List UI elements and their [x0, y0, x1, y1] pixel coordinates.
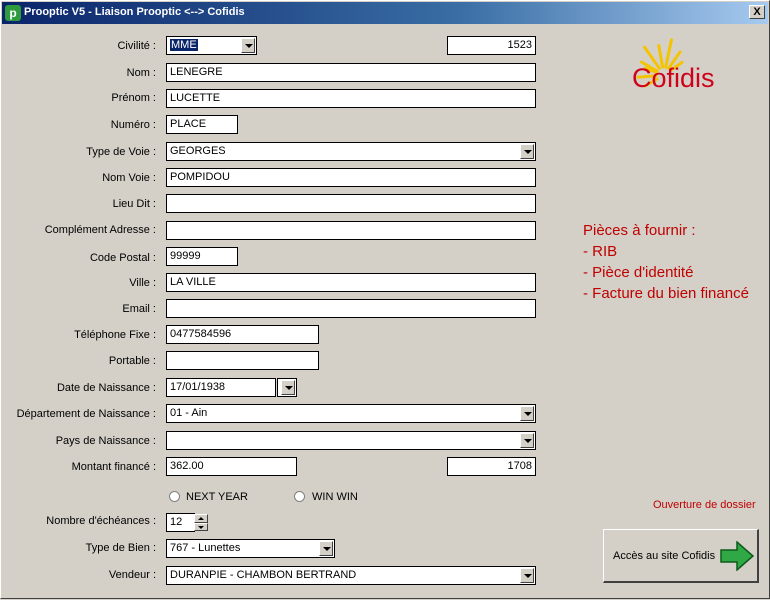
spin-up-icon[interactable]	[194, 514, 208, 523]
echeances-spinner[interactable]	[194, 514, 208, 531]
dept-naissance-value: 01 - Ain	[170, 407, 208, 419]
next-year-label: NEXT YEAR	[186, 491, 248, 503]
acces-cofidis-button[interactable]	[603, 529, 759, 583]
numero-label: Numéro :	[110, 119, 156, 131]
chevron-down-icon[interactable]	[520, 568, 534, 583]
tel-fixe-label: Téléphone Fixe :	[74, 329, 156, 341]
type-bien-select[interactable]	[166, 539, 335, 558]
prenom-input[interactable]: LUCETTE	[166, 89, 536, 108]
close-button[interactable]: X	[749, 5, 765, 19]
vendeur-select[interactable]	[166, 566, 536, 585]
chevron-down-icon[interactable]	[319, 541, 333, 556]
civilite-select[interactable]	[166, 36, 257, 55]
chevron-down-icon[interactable]	[241, 38, 255, 53]
spin-down-icon[interactable]	[194, 523, 208, 531]
lieu-dit-label: Lieu Dit :	[112, 198, 156, 210]
type-voie-select[interactable]	[166, 142, 536, 161]
pieces-item: - Pièce d'identité	[583, 264, 694, 281]
civilite-label: Civilité :	[117, 40, 156, 52]
type-voie-value: GEORGES	[170, 145, 226, 157]
echeances-input[interactable]: 12	[166, 513, 195, 532]
calendar-dropdown-icon[interactable]	[281, 380, 295, 395]
numero-input[interactable]: PLACE	[166, 115, 238, 134]
arrow-right-icon	[720, 541, 754, 571]
montant-input[interactable]: 362.00	[166, 457, 297, 476]
type-voie-label: Type de Voie :	[86, 146, 156, 158]
tel-fixe-input[interactable]: 0477584596	[166, 325, 319, 344]
montant-label: Montant financé :	[71, 461, 156, 473]
dept-naissance-label: Département de Naissance :	[16, 408, 156, 420]
ville-input[interactable]: LA VILLE	[166, 273, 536, 292]
date-naissance-input[interactable]: 17/01/1938	[166, 378, 276, 397]
labels-column	[1, 1, 156, 600]
dept-naissance-select[interactable]	[166, 404, 536, 423]
next-year-radio[interactable]	[169, 491, 180, 502]
email-input[interactable]	[166, 299, 536, 318]
cofidis-logo-text: Cofidis	[632, 63, 715, 93]
chevron-down-icon[interactable]	[520, 144, 534, 159]
email-label: Email :	[122, 303, 156, 315]
type-bien-value: 767 - Lunettes	[170, 542, 241, 554]
nom-voie-label: Nom Voie :	[102, 172, 156, 184]
pieces-item: - Facture du bien financé	[583, 285, 749, 302]
app-icon: p	[5, 5, 21, 21]
code-postal-label: Code Postal :	[89, 252, 156, 264]
pays-naissance-label: Pays de Naissance :	[55, 435, 156, 447]
acces-cofidis-label: Accès au site Cofidis	[613, 550, 716, 562]
chevron-down-icon[interactable]	[520, 433, 534, 448]
date-picker-button[interactable]	[277, 378, 297, 397]
ouverture-dossier-label: Ouverture de dossier	[653, 499, 756, 511]
win-win-label: WIN WIN	[312, 491, 358, 503]
vendeur-value: DURANPIE - CHAMBON BERTRAND	[170, 569, 357, 581]
nom-input[interactable]: LENEGRE	[166, 63, 536, 82]
prenom-label: Prénom :	[111, 92, 156, 104]
type-bien-label: Type de Bien :	[85, 542, 156, 554]
code-postal-input[interactable]: 99999	[166, 247, 238, 266]
pieces-list	[583, 220, 749, 304]
pays-naissance-select[interactable]	[166, 431, 536, 450]
portable-input[interactable]	[166, 351, 319, 370]
nom-label: Nom :	[126, 67, 156, 79]
window-title: Prooptic V5 - Liaison Prooptic <--> Cofidis	[24, 6, 245, 18]
chevron-down-icon[interactable]	[520, 406, 534, 421]
date-naissance-label: Date de Naissance :	[56, 382, 156, 394]
win-win-radio[interactable]	[294, 491, 305, 502]
echeances-label: Nombre d'échéances :	[46, 515, 156, 527]
vendeur-label: Vendeur :	[108, 569, 156, 581]
civilite-value: MME	[171, 39, 197, 51]
complement-input[interactable]	[166, 221, 536, 240]
portable-label: Portable :	[108, 355, 156, 367]
nom-voie-input[interactable]: POMPIDOU	[166, 168, 536, 187]
cofidis-logo	[626, 35, 766, 115]
pieces-title: Pièces à fournir :	[583, 222, 696, 239]
complement-label: Complément Adresse :	[44, 224, 156, 236]
ville-label: Ville :	[129, 277, 156, 289]
montant-ref-field[interactable]: 1708	[447, 457, 536, 476]
client-number-field[interactable]: 1523	[447, 36, 536, 55]
pieces-item: - RIB	[583, 243, 618, 260]
lieu-dit-input[interactable]	[166, 194, 536, 213]
